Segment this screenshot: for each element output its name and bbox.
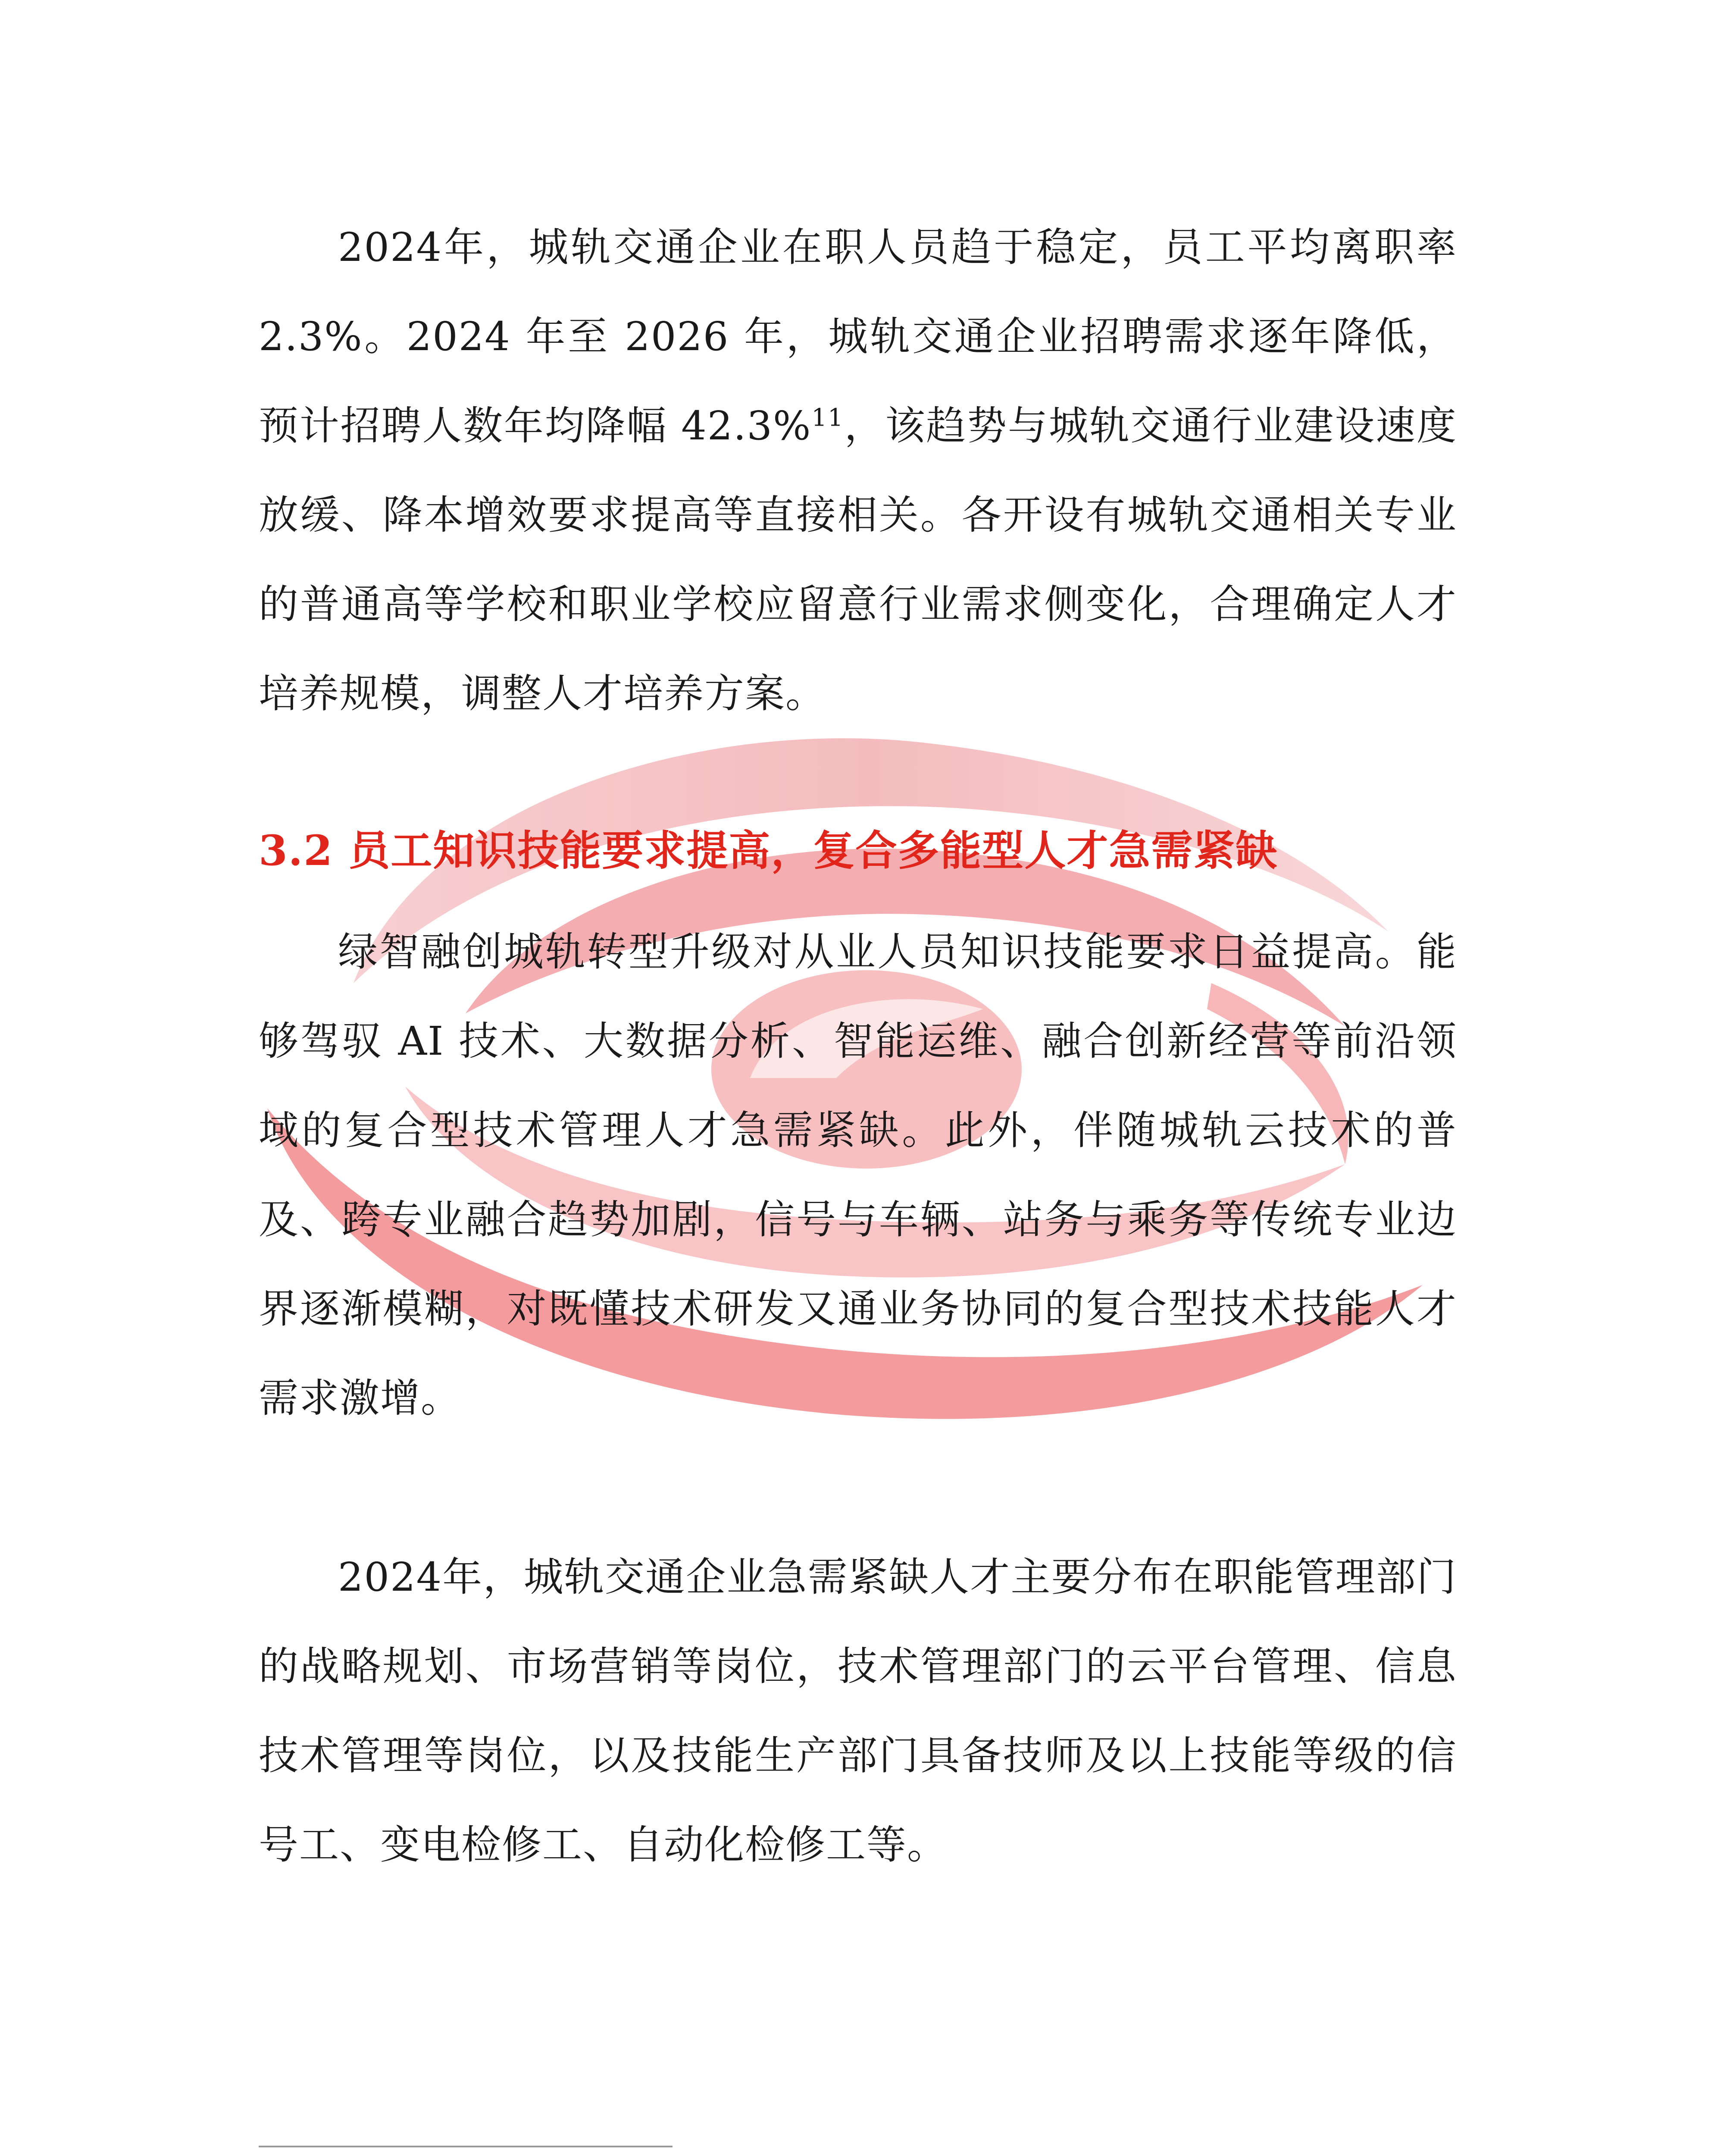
footnote-reference[interactable]: 11	[811, 404, 844, 432]
footnote	[259, 2152, 1461, 2156]
main-content	[259, 203, 1457, 1890]
paragraph-2: 绿智融创城轨转型升级对从业人员知识技能要求日益提高。能够驾驭 AI 技术、大数据分析、智能运维、融合创新经营等前沿领域的复合型技术管理人才急需紧缺。此外，伴随城轨云技术的普及、跨专业融合趋势加剧，信号与车辆、站务与乘务等传统专业边界逐渐模糊，对既懂技术研发又通业务协同的复合型技术技能人才需求激增。	[259, 929, 1457, 1421]
paragraph-1-text-tail: ，该趋势与城轨交通行业建设速度放缓、降本增效要求提高等直接相关。各开设有城轨交通相关专业的普通高等学校和职业学校应留意行业需求侧变化，合理确定人才培养规模，调整人才培养方案。	[259, 403, 1457, 717]
footnote-divider	[259, 2146, 673, 2147]
paragraph-3: 2024年，城轨交通企业急需紧缺人才主要分布在职能管理部门的战略规划、市场营销等岗位，技术管理部门的云平台管理、信息技术管理等岗位，以及技能生产部门具备技师及以上技能等级的信号工、变电检修工、自动化检修工等。	[259, 1554, 1457, 1868]
paragraph-1	[259, 203, 1457, 738]
section-heading: 3.2 员工知识技能要求提高，复合多能型人才急需紧缺	[259, 826, 1278, 875]
paragraph-1-text: 2024年，城轨交通企业在职人员趋于稳定，员工平均离职率 2.3%。2024 年至 2026 年，城轨交通企业招聘需求逐年降低，预计招聘人数年均降幅 42.3%	[259, 224, 1457, 449]
